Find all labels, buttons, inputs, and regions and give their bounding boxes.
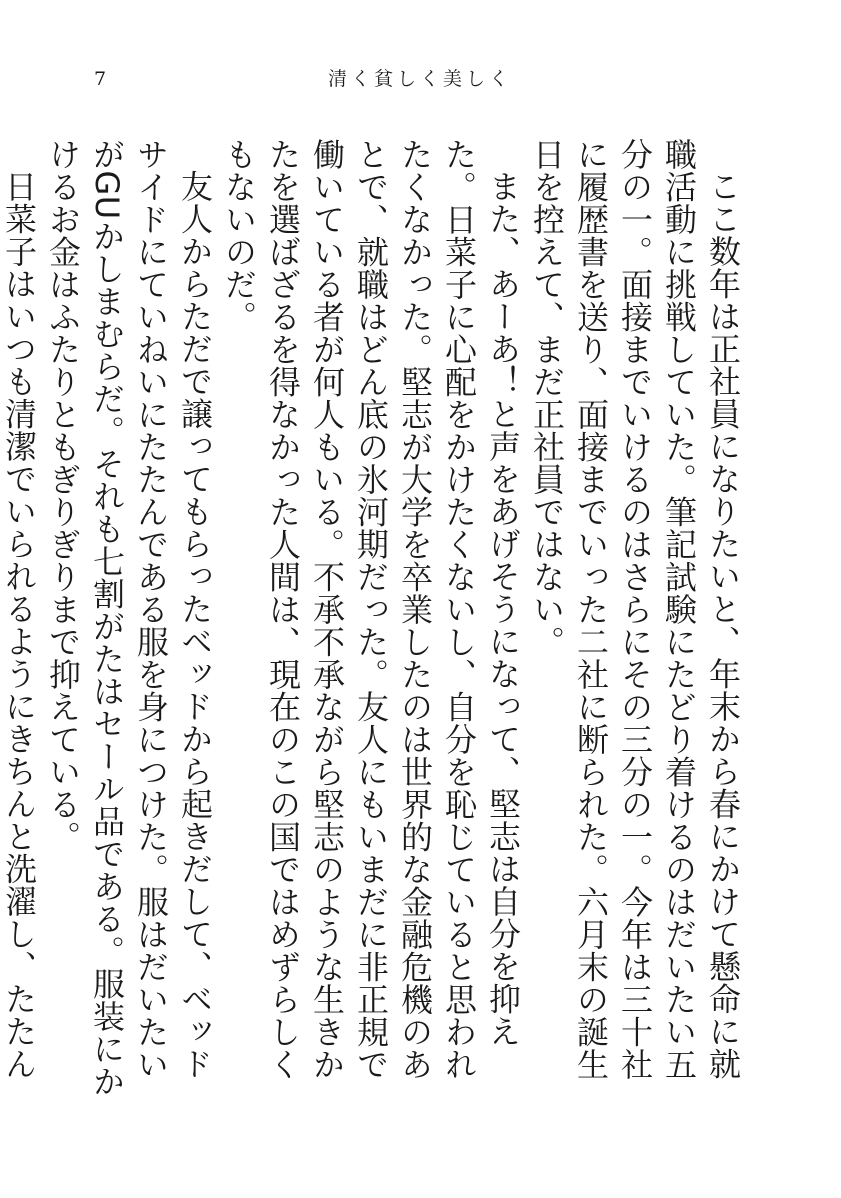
paragraph: また、あーあ！と声をあげそうになって、堅志は自分を抑えた。日菜子に心配をかけたくないし、自分を恥じていると思われたくなかった。堅志が大学を卒業したのは世界的な金融危機のあとで、就職はどん底の氷河期だった。友人にもいまだに非正規で働いている者が何人もいる。不承不承ながら堅志のような生きかたを選ばざるを得なかった人間は、現在のこの国ではめずらしくもないのだ。	[220, 138, 522, 1081]
body-text	[0, 138, 745, 1098]
paragraph: 友人からただで譲ってもらったベッドから起きだして、ベッドサイドにていねいにたたんである服を身につけた。服はだいたいがGUかしまむらだ。それも七割がたはセール品である。服装にかけるお金はふたりともぎりぎりまで抑えている。	[44, 138, 214, 1098]
paragraph: ここ数年は正社員になりたいと、年末から春にかけて懸命に就職活動に挑戦していた。筆記試験にたどり着けるのはだいたい五分の一。面接までいけるのはさらにその三分の一。今年は三十社に履歴書を送り、面接までいった二社に断られた。六月末の誕生日を控えて、まだ正社員ではない。	[528, 138, 742, 1081]
running-title: 清く貧しく美しく	[327, 68, 512, 90]
paragraph: 日菜子はいつも清潔でいられるようにきちんと洗濯し、たたん	[0, 170, 38, 1080]
page-number: 7	[94, 68, 107, 90]
page-header	[0, 62, 841, 96]
